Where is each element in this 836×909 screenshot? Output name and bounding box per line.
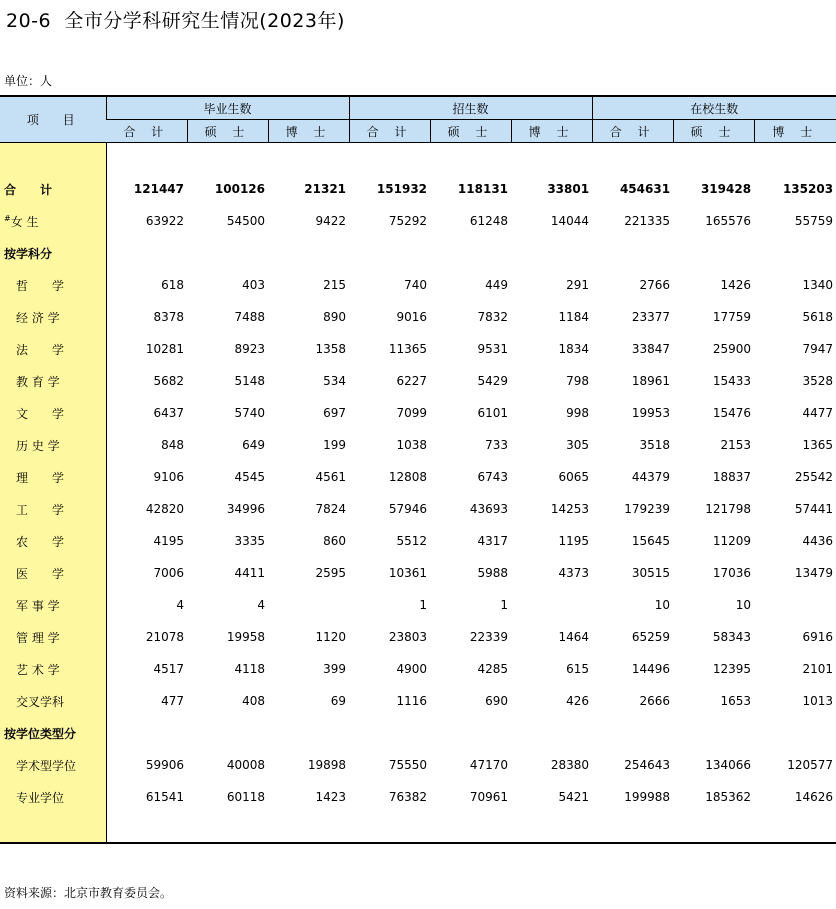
value-cell: 8923 [234,342,265,356]
value-cell: 998 [566,406,590,420]
value-cell: 1426 [720,278,752,292]
value-cell: 69 [330,694,347,708]
value-cell [349,717,430,749]
value-cell [430,717,511,749]
row-label-text: 学术型学位 [16,758,77,773]
value-cell: 25542 [794,470,834,484]
value-cell: 44379 [631,470,671,484]
value-cell: 75292 [388,214,428,228]
row-label [0,461,106,493]
value-cell: 60118 [226,790,265,804]
value-cell: 17036 [712,566,752,580]
table-row [0,749,836,781]
row-label-text: 管 理 学 [16,630,60,645]
value-cell: 2766 [639,278,671,292]
value-cell: 305 [566,438,590,452]
value-cell: 134066 [705,758,752,772]
value-cell: 14044 [550,214,590,228]
row-label [0,557,106,589]
value-cell: 28380 [550,758,590,772]
value-cell: 4 [257,598,265,612]
value-cell [754,589,836,621]
value-cell: 615 [566,662,590,676]
value-cell: 4436 [802,534,834,548]
row-label-text: 文 学 [16,406,65,421]
table-row [0,493,836,525]
value-cell: 5682 [153,374,184,388]
value-cell: 690 [485,694,509,708]
value-cell: 4285 [477,662,509,676]
value-cell: 43693 [469,502,509,516]
value-cell: 70961 [469,790,509,804]
value-cell: 7006 [153,566,184,580]
row-label-text: 艺 术 学 [16,662,60,677]
value-cell: 199988 [624,790,671,804]
value-cell: 14626 [794,790,834,804]
row-label [0,269,106,301]
row-label-text: 医 学 [16,566,65,581]
row-label-text: 军 事 学 [16,598,60,613]
value-cell: 319428 [700,182,752,196]
value-cell: 291 [566,278,590,292]
value-cell: 1116 [396,694,428,708]
row-label-text: 交叉学科 [16,694,65,709]
value-cell [592,237,673,269]
table-row [0,269,836,301]
row-label-text: 按学科分 [4,246,53,261]
value-cell: 4118 [234,662,265,676]
value-cell: 15476 [712,406,752,420]
value-cell: 7824 [315,502,347,516]
table-row [0,717,836,749]
value-cell: 55759 [794,214,834,228]
row-label-text: 哲 学 [16,278,65,293]
value-cell: 23803 [388,630,428,644]
value-cell [268,589,349,621]
value-cell: 6227 [396,374,428,388]
value-cell: 4195 [153,534,184,548]
value-cell: 10 [654,598,671,612]
value-cell: 21078 [145,630,184,644]
row-label [0,205,106,237]
value-cell: 10 [735,598,752,612]
value-cell: 403 [242,278,265,292]
value-cell [754,237,836,269]
value-cell: 3335 [234,534,265,548]
value-cell: 7947 [802,342,834,356]
value-cell: 58343 [712,630,752,644]
value-cell: 165576 [705,214,752,228]
value-cell: 14496 [631,662,671,676]
table-row [0,557,836,589]
value-cell: 61248 [469,214,509,228]
value-cell: 798 [566,374,590,388]
group-header-graduates: 毕业生数 [106,96,349,120]
value-cell: 21321 [304,182,347,196]
value-cell: 5618 [802,310,834,324]
value-cell: 408 [242,694,265,708]
row-label-text: 教 育 学 [16,374,60,389]
value-cell: 57441 [794,502,834,516]
table-row [0,333,836,365]
value-cell: 5429 [477,374,509,388]
subcol-total: 合 计 [349,120,430,143]
value-cell: 11365 [388,342,428,356]
value-cell: 18837 [712,470,752,484]
table-row [0,589,836,621]
row-label [0,749,106,781]
value-cell: 54500 [226,214,265,228]
value-cell: 1464 [558,630,590,644]
value-cell: 42820 [145,502,184,516]
row-label [0,365,106,397]
value-cell: 179239 [624,502,671,516]
row-label [0,525,106,557]
value-cell: 199 [323,438,347,452]
row-label [0,301,106,333]
value-cell [511,237,592,269]
table-row [0,461,836,493]
row-label-text: 农 学 [16,534,65,549]
table-bottom-rule [0,842,836,844]
value-cell: 10361 [388,566,428,580]
subcol-doctor: 博 士 [754,120,836,143]
spacer-row [0,143,836,174]
row-label-cell [0,813,106,843]
value-cell [511,589,592,621]
value-cell: 477 [161,694,184,708]
value-cell: 740 [404,278,428,292]
unit-label: 单位：人 [4,74,53,88]
value-cell: 1120 [315,630,347,644]
row-label [0,685,106,717]
value-cell: 11209 [712,534,752,548]
value-cell: 649 [242,438,265,452]
table-body [0,143,836,844]
value-cell: 75550 [388,758,428,772]
value-cell: 33801 [547,182,590,196]
value-cell: 3518 [639,438,671,452]
value-cell: 7832 [477,310,509,324]
value-cell: 2666 [639,694,671,708]
row-label-text: 法 学 [16,342,65,357]
value-cell: 9106 [153,470,184,484]
value-cell: 860 [323,534,347,548]
value-cell: 1 [500,598,509,612]
table-row [0,429,836,461]
value-cell: 121798 [705,502,752,516]
value-cell: 6065 [558,470,590,484]
statistics-table [0,95,836,843]
row-label [0,717,106,749]
value-cell: 135203 [782,182,834,196]
subcol-total: 合 计 [106,120,187,143]
value-cell: 10281 [145,342,184,356]
value-cell: 7099 [396,406,428,420]
value-cell: 254643 [624,758,671,772]
value-cell: 5421 [558,790,590,804]
value-cell: 185362 [705,790,752,804]
row-label-text: 专业学位 [16,790,65,805]
value-cell: 15433 [712,374,752,388]
value-cell: 449 [485,278,509,292]
value-cell: 4517 [153,662,184,676]
table-row [0,205,836,237]
value-cell: 4373 [558,566,590,580]
table-row [0,365,836,397]
value-cell: 1365 [802,438,834,452]
value-cell: 733 [485,438,509,452]
value-cell: 3528 [802,374,834,388]
value-cell [511,717,592,749]
value-cell: 8378 [153,310,184,324]
value-cell: 120577 [787,758,834,772]
value-cell: 19953 [631,406,671,420]
value-cell: 57946 [388,502,428,516]
value-cell [592,717,673,749]
value-cell [430,237,511,269]
value-cell: 1358 [315,342,347,356]
value-cell: 4317 [477,534,509,548]
value-cell: 7488 [234,310,265,324]
value-cell: 6916 [802,630,834,644]
spacer-row [0,813,836,843]
value-cell: 399 [323,662,347,676]
row-label-text: 按学位类型分 [4,726,77,741]
subcol-master: 硕 士 [673,120,754,143]
value-cell: 6437 [153,406,184,420]
value-cell [268,237,349,269]
value-cell [106,237,187,269]
table-row [0,237,836,269]
value-cell: 76382 [388,790,428,804]
value-cell: 59906 [145,758,184,772]
row-label [0,653,106,685]
value-cell [268,717,349,749]
table-row [0,301,836,333]
row-label [0,493,106,525]
value-cell [187,717,268,749]
value-cell: 100126 [214,182,265,196]
value-cell: 1013 [802,694,834,708]
value-cell: 12808 [388,470,428,484]
value-cell: 4411 [234,566,265,580]
value-cell: 426 [566,694,590,708]
row-label-text: 历 史 学 [16,438,60,453]
value-cell: 5512 [396,534,428,548]
subcol-total: 合 计 [592,120,673,143]
value-cell: 618 [161,278,184,292]
value-cell: 5988 [477,566,509,580]
row-label [0,589,106,621]
table-row [0,397,836,429]
value-cell: 30515 [631,566,671,580]
value-cell: 40008 [226,758,265,772]
value-cell [187,237,268,269]
value-cell: 454631 [619,182,671,196]
value-cell: 23377 [631,310,671,324]
table-row [0,173,836,205]
row-label [0,781,106,813]
value-cell: 118131 [457,182,509,196]
value-cell: 4477 [802,406,834,420]
row-label-text: 合 计 [4,182,53,197]
row-label-cell [0,143,106,174]
value-cell: 1834 [558,342,590,356]
value-cell: 9016 [396,310,428,324]
value-cell: 22339 [469,630,509,644]
row-label [0,173,106,205]
value-cell: 1038 [396,438,428,452]
row-label-text: 工 学 [16,502,65,517]
value-cell: 2595 [315,566,347,580]
subcol-doctor: 博 士 [511,120,592,143]
subcol-master: 硕 士 [187,120,268,143]
group-header-in-school: 在校生数 [592,96,836,120]
value-cell [754,717,836,749]
value-cell: 1184 [558,310,590,324]
table-row [0,653,836,685]
row-label-text: 经 济 学 [16,310,60,325]
value-cell [106,717,187,749]
table-row [0,685,836,717]
value-cell: 19898 [307,758,347,772]
table-row [0,621,836,653]
value-cell: 47170 [469,758,509,772]
value-cell: 2101 [802,662,834,676]
value-cell: 1 [419,598,428,612]
value-cell: 151932 [376,182,428,196]
value-cell: 697 [323,406,347,420]
value-cell: 5148 [234,374,265,388]
table-header [0,96,836,143]
value-cell: 4 [176,598,184,612]
value-cell: 9422 [315,214,347,228]
row-label-superscript: # [4,213,11,223]
value-cell: 14253 [550,502,590,516]
value-cell: 4545 [234,470,265,484]
subcol-doctor: 博 士 [268,120,349,143]
table-row [0,781,836,813]
value-cell: 65259 [631,630,671,644]
value-cell: 63922 [145,214,184,228]
value-cell: 1653 [720,694,752,708]
value-cell: 15645 [631,534,671,548]
item-column-header: 项 目 [0,96,106,143]
value-cell: 221335 [624,214,671,228]
value-cell: 25900 [712,342,752,356]
row-label [0,397,106,429]
value-cell: 1195 [558,534,590,548]
value-cell [349,237,430,269]
value-cell: 17759 [712,310,752,324]
value-cell: 534 [323,374,347,388]
value-cell: 215 [323,278,347,292]
row-label-text: 女 生 [10,214,39,229]
value-cell [673,717,754,749]
value-cell: 18961 [631,374,671,388]
value-cell: 33847 [631,342,671,356]
value-cell: 6101 [477,406,509,420]
value-cell: 13479 [794,566,834,580]
subcol-master: 硕 士 [430,120,511,143]
value-cell: 121447 [133,182,184,196]
value-cell: 1340 [802,278,834,292]
value-cell: 6743 [477,470,509,484]
row-label [0,621,106,653]
value-cell: 4561 [315,470,347,484]
row-label-text: 理 学 [16,470,65,485]
value-cell: 1423 [315,790,347,804]
value-cell: 19958 [226,630,265,644]
value-cell: 4900 [396,662,428,676]
value-cell: 2153 [720,438,752,452]
value-cell: 5740 [234,406,265,420]
value-cell: 9531 [477,342,509,356]
value-cell: 12395 [712,662,752,676]
value-cell [673,237,754,269]
group-header-enrollment: 招生数 [349,96,592,120]
row-label [0,237,106,269]
value-cell: 34996 [226,502,265,516]
page-title: 20-6 全市分学科研究生情况(2023年) [6,10,345,32]
source-note: 资料来源：北京市教育委员会。 [4,886,173,900]
table-row [0,525,836,557]
value-cell: 848 [161,438,184,452]
value-cell: 61541 [145,790,184,804]
value-cell: 890 [323,310,347,324]
row-label [0,333,106,365]
row-label [0,429,106,461]
